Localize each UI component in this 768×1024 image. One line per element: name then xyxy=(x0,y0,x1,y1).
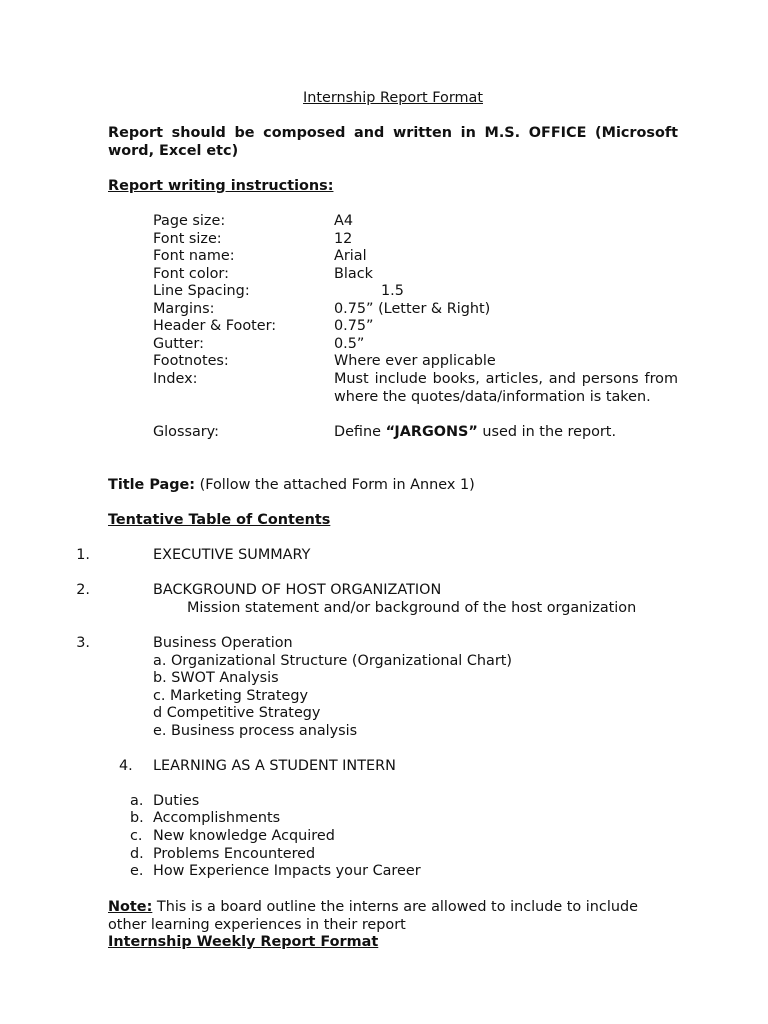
weekly-report-heading: Internship Weekly Report Format xyxy=(108,934,379,950)
instructions-heading: Report writing instructions: xyxy=(108,178,334,194)
toc-subitem: Accomplishments xyxy=(153,810,281,826)
toc-subitem: d Competitive Strategy xyxy=(153,705,321,721)
instruction-value: 0.75” xyxy=(334,318,374,334)
toc-section-heading: BACKGROUND OF HOST ORGANIZATION xyxy=(153,582,442,598)
instruction-label: Index: xyxy=(153,371,198,387)
instruction-label: Margins: xyxy=(153,301,215,317)
instruction-label: Footnotes: xyxy=(153,353,229,369)
title-page-line xyxy=(108,477,475,495)
instruction-label: Line Spacing: xyxy=(153,283,250,299)
document-title: Internship Report Format xyxy=(303,90,483,106)
instruction-value: Arial xyxy=(334,248,367,264)
title-page-label: Title Page: xyxy=(108,477,196,493)
toc-subitem: Duties xyxy=(153,793,200,809)
toc-subitem: e. Business process analysis xyxy=(153,723,358,739)
toc-subitem: New knowledge Acquired xyxy=(153,828,335,844)
toc-number: 2. xyxy=(76,582,90,598)
instruction-label: Font name: xyxy=(153,248,235,264)
title-page-text: (Follow the attached Form in Annex 1) xyxy=(199,477,475,493)
intro-paragraph: Report should be composed and written in M.S. OFFICE (Microsoft word, Excel etc) xyxy=(108,125,678,159)
toc-letter: c. xyxy=(130,828,143,844)
instruction-label: Header & Footer: xyxy=(153,318,277,334)
toc-subitem: Problems Encountered xyxy=(153,846,316,862)
toc-section-heading: EXECUTIVE SUMMARY xyxy=(153,547,311,563)
instruction-value: Where ever applicable xyxy=(334,353,496,369)
note-label: Note: xyxy=(108,899,153,915)
instruction-value: 0.5” xyxy=(334,336,365,352)
instruction-value: Black xyxy=(334,266,373,282)
toc-subitem: a. Organizational Structure (Organizational Chart) xyxy=(153,653,513,669)
toc-subitem: How Experience Impacts your Career xyxy=(153,863,421,879)
instruction-label: Glossary: xyxy=(153,424,220,440)
instruction-label: Font size: xyxy=(153,231,222,247)
instruction-value xyxy=(334,424,616,442)
toc-letter: e. xyxy=(130,863,144,879)
toc-section-heading: LEARNING AS A STUDENT INTERN xyxy=(153,758,396,774)
toc-number: 4. xyxy=(119,758,133,774)
toc-subitem: b. SWOT Analysis xyxy=(153,670,279,686)
instruction-value: 0.75” (Letter & Right) xyxy=(334,301,491,317)
toc-letter: b. xyxy=(130,810,144,826)
instruction-value: 12 xyxy=(334,231,353,247)
instruction-label: Font color: xyxy=(153,266,229,282)
note-paragraph xyxy=(108,899,678,934)
glossary-jargons: “JARGONS” xyxy=(385,424,478,440)
note-text: This is a board outline the interns are allowed to include to include other learning experiences in their report xyxy=(108,899,638,933)
instruction-label: Page size: xyxy=(153,213,226,229)
toc-number: 3. xyxy=(76,635,90,651)
toc-letter: a. xyxy=(130,793,144,809)
instruction-value: Must include books, articles, and persons from where the quotes/data/information is taken. xyxy=(334,371,678,405)
instruction-label: Gutter: xyxy=(153,336,204,352)
glossary-prefix: Define xyxy=(334,424,386,440)
toc-heading: Tentative Table of Contents xyxy=(108,512,331,528)
instruction-value: A4 xyxy=(334,213,354,229)
glossary-suffix: used in the report. xyxy=(477,424,617,440)
toc-subitem: c. Marketing Strategy xyxy=(153,688,309,704)
instruction-value: 1.5 xyxy=(381,283,404,299)
toc-section-heading: Business Operation xyxy=(153,635,293,651)
toc-number: 1. xyxy=(76,547,90,563)
toc-subitem: Mission statement and/or background of the host organization xyxy=(187,600,637,616)
toc-letter: d. xyxy=(130,846,144,862)
